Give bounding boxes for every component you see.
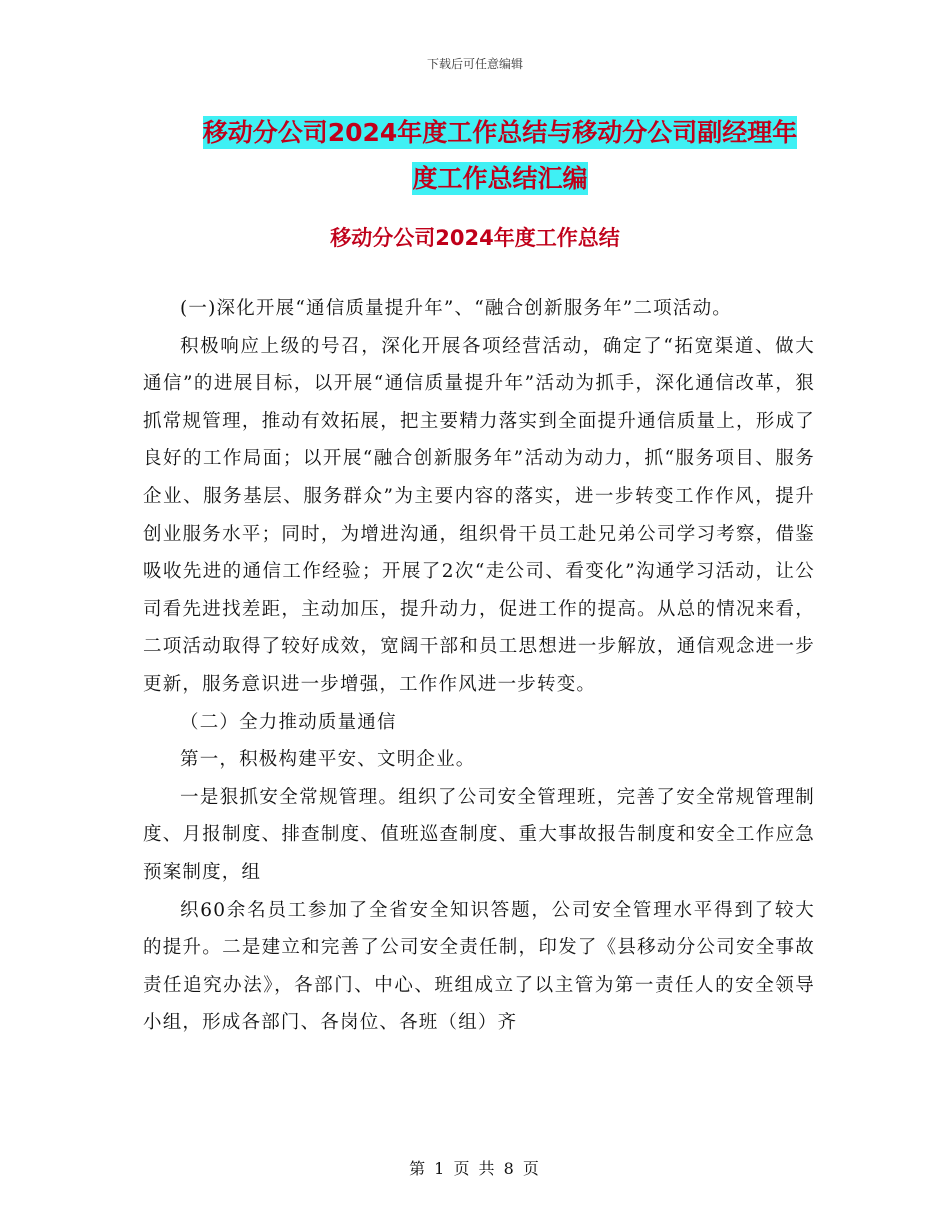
document-body — [143, 290, 815, 1042]
paragraph: （二）全力推动质量通信 — [180, 711, 397, 733]
paragraph: (一)深化开展“通信质量提升年”、“融合创新服务年”二项活动。 — [180, 298, 732, 319]
title-line-2: 度工作总结汇编 — [412, 164, 588, 193]
paragraph: 积极响应上级的号召，深化开展各项经营活动，确定了“拓宽渠道、做大通信”的进展目标，以开展“通信质量提升年”活动为抓手，深化通信改革，狠抓常规管理，推动有效拓展，把主要精力落实到全面提升通信质量上，形成了良好的工作局面；以开展“融合创新服务年”活动为动力，抓“服务项目、服务企业、服务基层、服务群众”为主要内容的落实，进一步转变工作作风，提升创业服务水平；同时，为增进沟通，组织骨干员工赴兄弟公司学习考察，借鉴吸收先进的通信工作经验；开展了2次“走公司、看变化”沟通学习活动，让公司看先进找差距，主动加压，提升动力，促进工作的提高。从总的情况来看，二项活动取得了较好成效，宽阔干部和员工思想进一步解放，通信观念进一步更新，服务意识进一步增强，工作作风进一步转变。 — [143, 335, 815, 695]
page-header-note: 下载后可任意编辑 — [426, 57, 523, 71]
section-title: 移动分公司2024年度工作总结 — [330, 226, 620, 250]
paragraph: 织60余名员工参加了全省安全知识答题，公司安全管理水平得到了较大的提升。二是建立和完善了公司安全责任制，印发了《县移动分公司安全事故责任追究办法》，各部门、中心、班组成立了以主管为第一责任人的安全领导小组，形成各部门、各岗位、各班（组）齐 — [143, 899, 815, 1034]
page-footer: 第 1 页 共 8 页 — [409, 1159, 541, 1178]
document-title — [110, 110, 890, 202]
paragraph: 一是狠抓安全常规管理。组织了公司安全管理班，完善了安全常规管理制度、月报制度、排查制度、值班巡查制度、重大事故报告制度和安全工作应急预案制度，组 — [143, 786, 815, 883]
title-line-1: 移动分公司2024年度工作总结与移动分公司副经理年 — [202, 118, 798, 147]
paragraph: 第一，积极构建平安、文明企业。 — [180, 749, 476, 771]
